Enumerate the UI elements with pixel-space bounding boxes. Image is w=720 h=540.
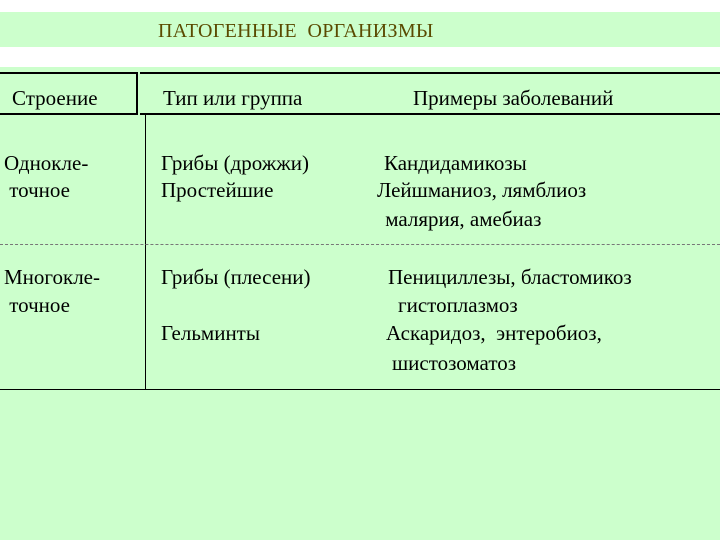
table-background	[0, 67, 720, 540]
row1-structure-line1: Однокле-	[4, 151, 89, 175]
row1-examples-line2: Лейшманиоз, лямблиоз	[377, 178, 587, 202]
row2-examples-line4: шистозоматоз	[392, 351, 517, 375]
header-structure: Строение	[12, 86, 98, 110]
row2-examples-line1: Пенициллезы, бластомикоз	[388, 265, 632, 289]
row1-examples-line1: Кандидамикозы	[384, 151, 527, 175]
row2-structure-line1: Многокле-	[4, 265, 100, 289]
column-divider	[145, 115, 146, 389]
row-separator	[0, 244, 720, 245]
row2-examples-line3: Аскаридоз, энтеробиоз,	[386, 321, 602, 345]
row1-examples-line3: малярия, амебиаз	[380, 207, 542, 231]
row2-examples-line2: гистоплазмоз	[398, 293, 518, 317]
header-examples: Примеры заболеваний	[413, 86, 614, 110]
row2-type-line2: Гельминты	[161, 321, 260, 345]
row1-type-line2: Простейшие	[161, 178, 274, 202]
table-bottom-border	[0, 389, 720, 390]
title-bar	[0, 12, 720, 47]
row1-structure-line2: точное	[4, 178, 70, 202]
row1-type-line1: Грибы (дрожжи)	[161, 151, 310, 175]
row2-type-line1: Грибы (плесени)	[161, 265, 311, 289]
header-type: Тип или группа	[163, 86, 303, 110]
row2-structure-line2: точное	[4, 293, 70, 317]
page-title: ПАТОГЕННЫЕ ОРГАНИЗМЫ	[158, 20, 434, 42]
